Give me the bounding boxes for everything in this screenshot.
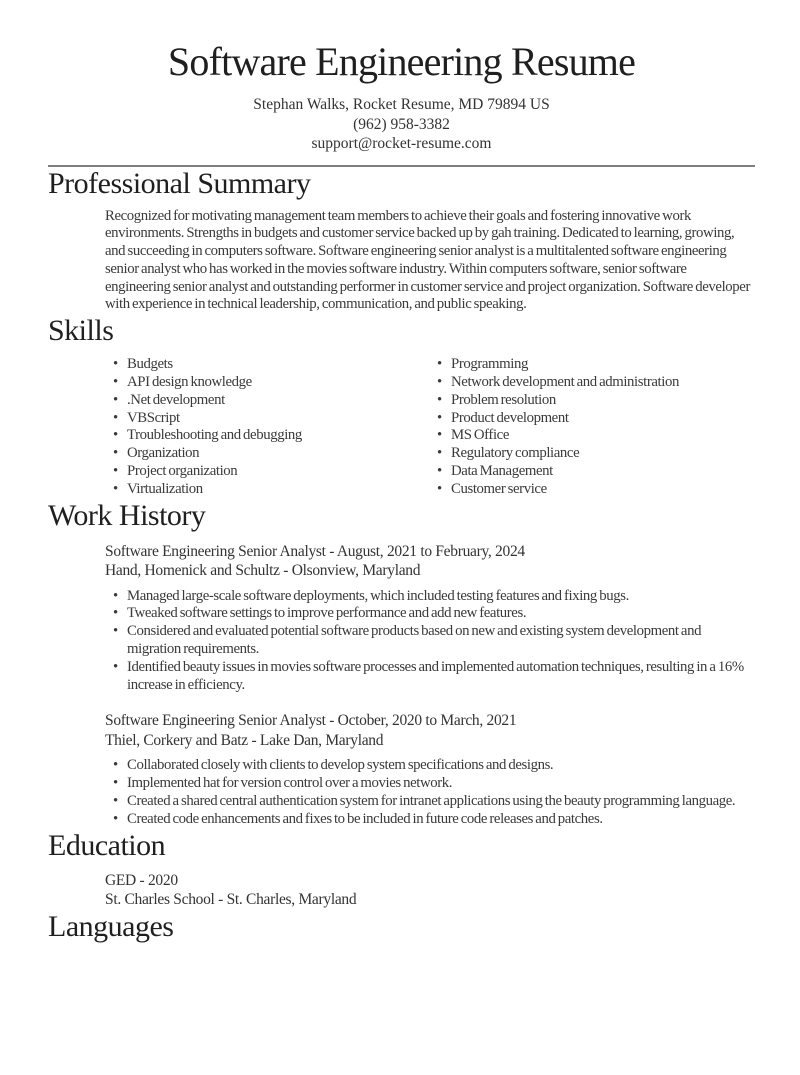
skill-item: • Customer service — [429, 481, 755, 499]
job-company-line: Hand, Homenick and Schultz - Olsonview, Maryland — [105, 562, 421, 580]
resume-title: Software Engineering Resume — [167, 39, 636, 84]
job-company-line: Thiel, Corkery and Batz - Lake Dan, Maryland — [105, 731, 384, 749]
job-bullet: • Implemented hat for version control over a movies network. — [105, 775, 748, 793]
skills-list-left — [105, 356, 429, 498]
job-bullet: • Collaborated closely with clients to develop system specifications and designs. — [105, 757, 748, 775]
section-title-work-history: Work History — [48, 498, 206, 532]
contact-block — [48, 95, 755, 154]
job-bullet: • Considered and evaluated potential software products based on new and existing system development and migration requirements. — [105, 623, 748, 659]
job-header — [105, 542, 755, 581]
job-bullet-list — [105, 588, 748, 695]
job-entry — [48, 711, 755, 828]
education-school-line: St. Charles School - St. Charles, Maryland — [105, 891, 357, 909]
section-title-skills: Skills — [48, 314, 114, 348]
resume-page — [0, 40, 800, 944]
job-title-line: Software Engineering Senior Analyst - October, 2020 to March, 2021 — [105, 712, 517, 730]
job-bullet: • Identified beauty issues in movies software processes and implemented automation techniques, resulting in a 16% increase in efficiency. — [105, 659, 748, 695]
skill-item: • Problem resolution — [429, 392, 755, 410]
skill-item: • Budgets — [105, 356, 429, 374]
skill-item: • Virtualization — [105, 481, 429, 499]
skill-item: • Product development — [429, 410, 755, 428]
skill-item: • Project organization — [105, 463, 429, 481]
section-work-history — [48, 499, 755, 829]
skills-list-right — [429, 356, 755, 498]
skill-item: • Programming — [429, 356, 755, 374]
resume-header — [48, 40, 755, 154]
skill-item: • VBScript — [105, 410, 429, 428]
section-education — [48, 829, 755, 910]
job-bullet: • Created code enhancements and fixes to be included in future code releases and patches. — [105, 811, 748, 829]
skill-item: • Data Management — [429, 463, 755, 481]
job-bullet: • Created a shared central authentication system for intranet applications using the beauty programming language. — [105, 793, 748, 811]
section-title-professional-summary: Professional Summary — [48, 166, 311, 200]
education-entry — [105, 871, 755, 910]
job-header — [105, 711, 755, 750]
skill-item: • .Net development — [105, 392, 429, 410]
contact-email: support@rocket-resume.com — [311, 135, 492, 152]
skill-item: • Regulatory compliance — [429, 445, 755, 463]
skills-columns — [105, 356, 755, 498]
skill-item: • API design knowledge — [105, 374, 429, 392]
job-entry — [48, 542, 755, 695]
job-bullet-list — [105, 757, 748, 828]
education-degree-line: GED - 2020 — [105, 871, 178, 889]
contact-address: Stephan Walks, Rocket Resume, MD 79894 US — [253, 96, 550, 113]
job-bullet: • Managed large-scale software deployments, which included testing features and fixing bugs. — [105, 588, 748, 606]
skill-item: • Organization — [105, 445, 429, 463]
skill-item: • Troubleshooting and debugging — [105, 427, 429, 445]
section-skills — [48, 314, 755, 498]
section-title-education: Education — [48, 828, 166, 862]
job-title-line: Software Engineering Senior Analyst - August, 2021 to February, 2024 — [105, 542, 525, 560]
section-professional-summary — [48, 167, 755, 315]
skill-item: • MS Office — [429, 427, 755, 445]
skill-item: • Network development and administration — [429, 374, 755, 392]
contact-phone: (962) 958-3382 — [353, 115, 450, 133]
job-bullet: • Tweaked software settings to improve performance and add new features. — [105, 605, 748, 623]
section-languages — [48, 910, 755, 944]
section-title-languages: Languages — [48, 909, 174, 943]
professional-summary-text: Recognized for motivating management team members to achieve their goals and fostering innovative work environments. Strengths in budgets and customer service backed up by gah training. Dedicated to learning, growing, and succeeding in computers software. Software engineering senior analyst is a multitalented software engineering senior analyst who has worked in the movies software industry. Within computers software, senior software engineering senior analyst and outstanding performer in customer service and project organization. Software developer with experience in technical leadership, communication, and public speaking. — [105, 207, 751, 313]
